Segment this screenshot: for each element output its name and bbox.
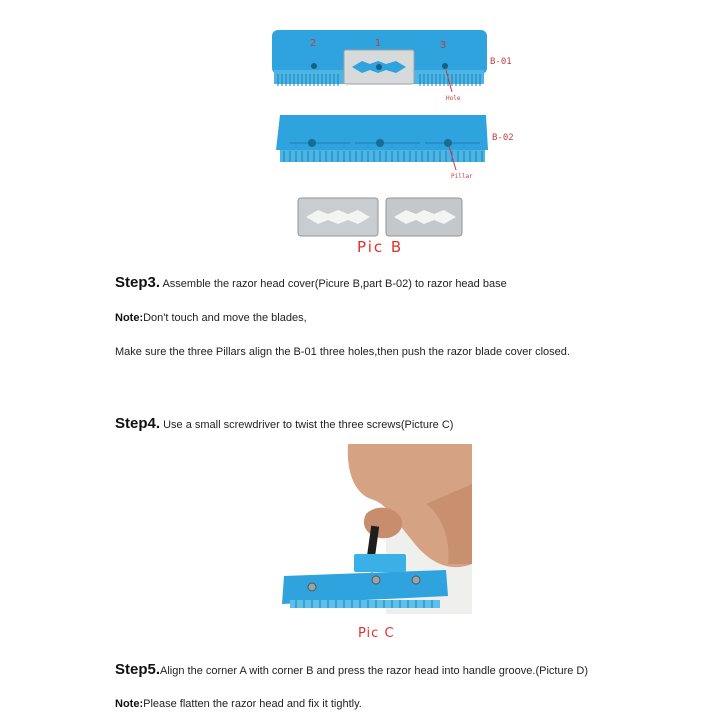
- caption-pic-b: Pic B: [357, 238, 404, 256]
- razor-blade-left: [298, 198, 378, 236]
- razor-head-cover-b02: [276, 115, 514, 180]
- caption-pic-c: Pic C: [358, 626, 395, 641]
- screw-left: [308, 583, 316, 591]
- part-label-b02: B-02: [492, 133, 514, 143]
- step5-heading: Step5.: [115, 661, 161, 678]
- part-label-b01: B-01: [490, 57, 512, 67]
- step5-note-heading: Note:: [115, 698, 144, 710]
- step5-note-text: Please flatten the razor head and fix it tightly.: [143, 698, 362, 710]
- step5-text: Align the corner A with corner B and press the razor head into handle groove.(Picture D): [160, 665, 589, 677]
- step5-line: [115, 661, 588, 678]
- hole-label: Hole: [446, 95, 461, 102]
- step4-line: [115, 415, 453, 432]
- razor-blade-right: [386, 198, 462, 236]
- slot-number-2: 2: [309, 38, 317, 49]
- step3-note-text: Don't touch and move the blades,: [143, 312, 307, 324]
- pillar-label: Pillar: [451, 173, 473, 180]
- step3-extra-text: Make sure the three Pillars align the B-01 three holes,then push the razor blade cover closed.: [115, 346, 570, 358]
- step3-note: [115, 312, 307, 324]
- step4-text: Use a small screwdriver to twist the three screws(Picture C): [163, 419, 454, 431]
- slot-number-1: 1: [374, 38, 382, 49]
- figure-b: [0, 0, 720, 260]
- slot-number-3: 3: [439, 40, 447, 51]
- screw-right: [412, 576, 420, 584]
- step4-heading: Step4.: [115, 415, 161, 432]
- step3-text: Assemble the razor head cover(Picure B,part B-02) to razor head base: [162, 278, 507, 290]
- step3-heading: Step3.: [115, 274, 161, 291]
- razor-head-base-b01: [272, 30, 512, 102]
- step3-line: [115, 274, 507, 291]
- step3-note-heading: Note:: [115, 312, 144, 324]
- screw-middle: [372, 576, 380, 584]
- figure-c-photo: [276, 444, 472, 614]
- step5-note: [115, 698, 362, 710]
